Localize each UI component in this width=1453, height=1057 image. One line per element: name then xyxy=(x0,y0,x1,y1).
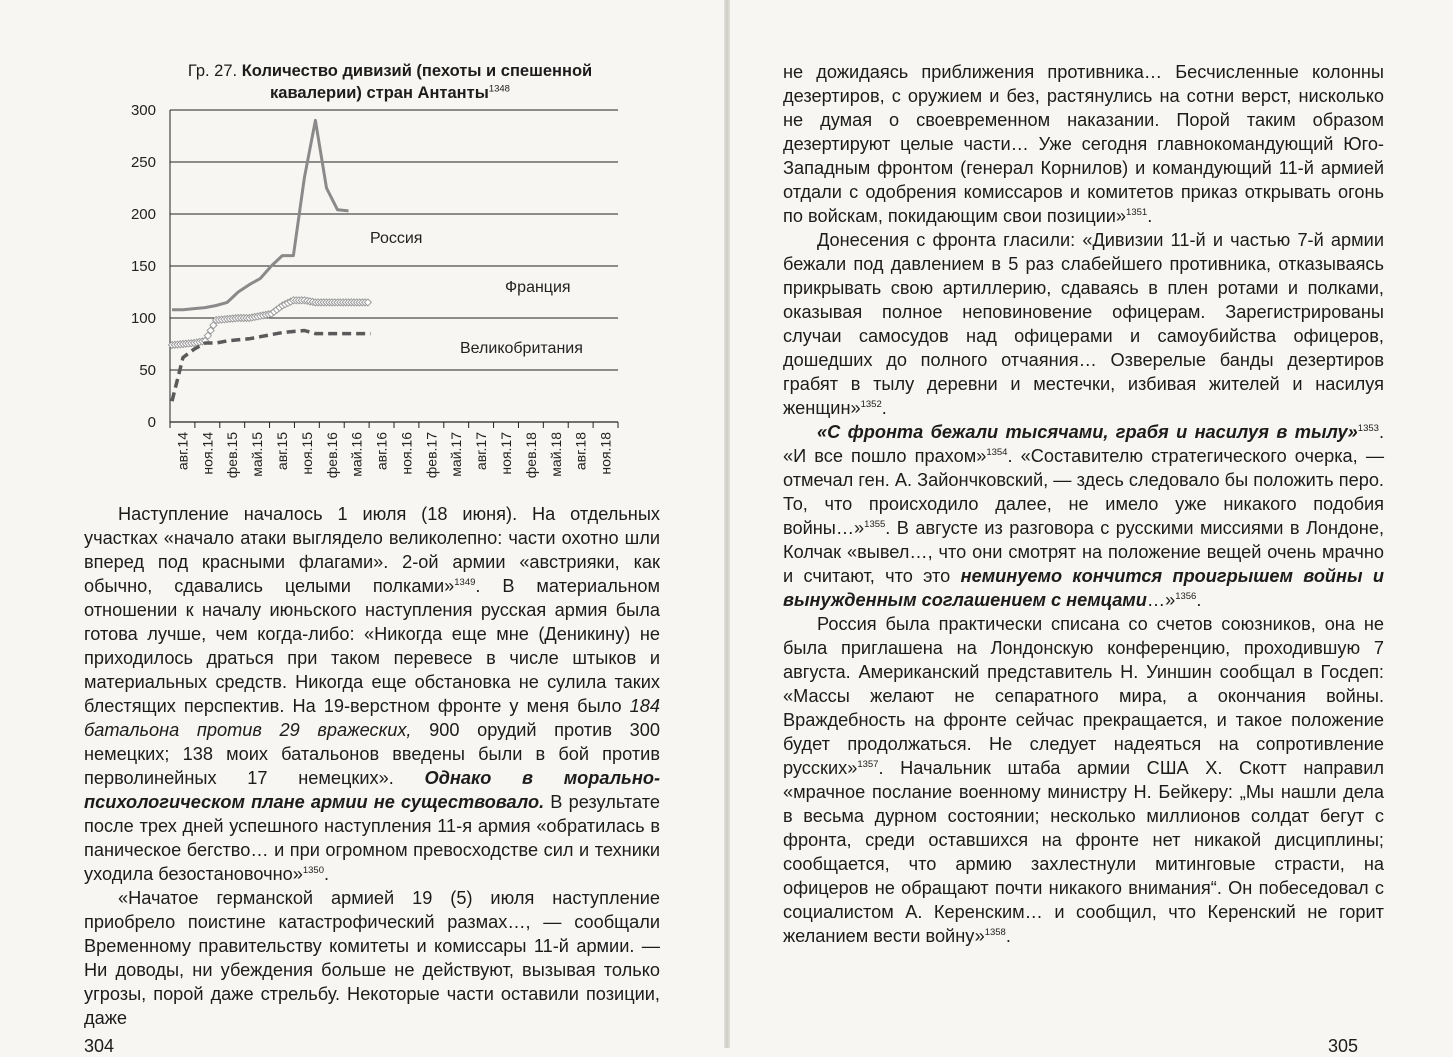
emphasis-run: 184 батальона против 29 вражеских, xyxy=(84,696,660,740)
footnote-ref: 1355 xyxy=(864,518,886,530)
footnote-ref: 1354 xyxy=(986,446,1008,458)
text-run: 900 орудий против 300 немецких; 138 моих батальонов введены были в бой против перволинейных 17 немецких». xyxy=(84,720,660,788)
footnote-ref: 1350 xyxy=(302,864,324,876)
text-run: . xyxy=(881,398,887,418)
series-label: Великобритания xyxy=(460,340,583,357)
footnote-ref: 1351 xyxy=(1126,206,1148,218)
chart-caption-note: 1348 xyxy=(488,83,510,95)
page-number-left: 304 xyxy=(84,1036,115,1056)
text-run: Донесения с фронта гласили: «Дивизии 11-й и частью 7-й армии бежали под давлением в 5 раз слабейшего противника, отказываясь прикрывать свою артиллерию, сдаваясь в плен ротами и полками, оказывая полное неповиновение офицерам. Зарегистрированы случаи самосудов над офицерами и самоубийства офицеров, дошедших до полного отчаяния… Озверелые банды дезертиров грабят в тылу деревни и местечки, избивая жителей и насилуя женщин» xyxy=(783,230,1384,418)
right-body-text xyxy=(783,60,1384,948)
text-run: В результате после трех дней успешного наступления 11-я армия «обратилась в паническое бегство… и при огромном превосходстве сил и техники уходила безостановочно» xyxy=(84,792,660,884)
x-tick-label: ноя.16 xyxy=(398,432,415,475)
text-run: . В материальном отношении к началу июньского наступления русская армия была готова лучше, чем когда-либо: «Никогда еще мне (Деникину) не приходилось драться при таком перевесе в числе штыков и материальных средств. Никогда еще обстановка не сулила таких блестящих перспектив. На 19-верстном фронте у меня было xyxy=(84,576,661,716)
right-paragraph-2 xyxy=(783,228,1384,420)
chart-caption-bold-1: Количество дивизий (пехоты и спешенной xyxy=(241,62,593,80)
y-tick-label: 150 xyxy=(130,258,156,275)
left-paragraph-2 xyxy=(84,886,660,1030)
page-number-right: 305 xyxy=(1328,1036,1359,1056)
text-run: . «И все пошло прахом» xyxy=(783,422,1384,466)
x-tick-label: фев.16 xyxy=(323,432,340,479)
text-run: . Начальник штаба армии США Х. Скотт направил «мрачное послание военному министру Н. Бейкеру: „Мы нашли дела в весьма дурном состоянии; несколько миллионов солдат бегут с фронта, среди оставшихся на фронте нет никакой дисциплины; сообщается, что армию захлестнули митинговые страсти, на офицеров не обращают почти никакого внимания“. Он побеседовал с социалистом А. Керенским… и сообщил, что Керенский не горит желанием вести войну» xyxy=(783,758,1384,946)
emphasis-run: неминуемо кончится проигрышем войны и вынужденным соглашением с немцами xyxy=(783,566,1384,610)
footnote-ref: 1349 xyxy=(454,576,476,588)
right-page xyxy=(728,0,1453,1056)
x-tick-label: фев.18 xyxy=(522,432,539,479)
x-tick-label: май.18 xyxy=(547,432,564,477)
y-tick-label: 250 xyxy=(130,154,156,171)
right-paragraph-3 xyxy=(783,420,1384,612)
x-tick-label: фев.17 xyxy=(423,432,440,479)
x-tick-label: авг.14 xyxy=(174,432,191,471)
footnote-ref: 1356 xyxy=(1175,590,1197,602)
x-tick-label: авг.18 xyxy=(572,432,589,471)
x-tick-label: май.16 xyxy=(348,432,365,477)
left-page xyxy=(0,0,726,1056)
y-tick-label: 200 xyxy=(130,206,156,223)
footnote-ref: 1353 xyxy=(1357,422,1379,434)
x-tick-label: ноя.18 xyxy=(597,432,614,475)
series-label: Франция xyxy=(505,279,571,296)
text-run: . xyxy=(1196,590,1202,610)
text-run: Наступление началось 1 июля (18 июня). На отдельных участках «начало атаки выглядело великолепно: части охотно шли вперед под красными флагами». 2-ой армии «австрияки, как обычно, сдавались целыми полками» xyxy=(84,504,660,596)
x-tick-label: авг.15 xyxy=(274,432,290,471)
right-paragraph-1 xyxy=(783,60,1384,228)
right-paragraph-4 xyxy=(783,612,1384,948)
left-body-text xyxy=(84,502,660,1030)
text-run: «Начатое германской армией 19 (5) июля наступление приобрело поистине катастрофический размах…, — сообщали Временному правительству комитеты и комиссары 11-й армии. — Ни доводы, ни убеждения больше не действуют, вызывая только угрозы, порой даже стрельбу. Некоторые части оставили позиции, даже xyxy=(84,888,660,1028)
text-run: …» xyxy=(1146,590,1176,610)
footnote-ref: 1352 xyxy=(860,398,882,410)
footnote-ref: 1357 xyxy=(857,758,879,770)
y-tick-label: 100 xyxy=(130,310,156,327)
series-label: Россия xyxy=(370,230,423,247)
footnote-ref: 1358 xyxy=(984,926,1006,938)
text-run: . «Составителю стратегического очерка, — отмечал ген. А. Зайончковский, — здесь следовало бы положить перо. То, что происходило далее, не имело уже никакого подобия войны…» xyxy=(783,446,1385,538)
chart-caption: Гр. 27. Количество дивизий (пехоты и спешенной кавалерии) стран Антанты$^{1348}$ xyxy=(187,62,593,102)
emphasis-run: «С фронта бежали тысячами, грабя и насилуя в тылу» xyxy=(817,422,1358,442)
x-tick-label: ноя.15 xyxy=(298,432,315,475)
text-run: . xyxy=(1147,206,1153,226)
emphasis-run: Однако в морально-психологическом плане армии не существовало. xyxy=(84,768,661,812)
x-tick-label: ноя.17 xyxy=(498,432,514,475)
text-run: . xyxy=(323,864,330,884)
x-tick-label: авг.16 xyxy=(373,432,390,471)
x-tick-label: май.15 xyxy=(249,432,266,477)
chart-caption-bold-2: кавалерии) стран Антанты xyxy=(270,84,489,102)
x-tick-label: май.17 xyxy=(448,432,465,477)
x-tick-label: авг.17 xyxy=(473,432,490,471)
left-paragraph-1 xyxy=(84,502,660,886)
y-tick-label: 0 xyxy=(147,414,156,431)
divisions-line-chart xyxy=(120,100,640,490)
text-run: не дожидаясь приближения противника… Бесчисленные колонны дезертиров, с оружием и без, растянулись на сотни верст, нисколько не думая о своевременном наказании. Порой таким образом дезертируют целые части… Уже сегодня главнокомандующий Юго-Западным фронтом (генерал Корнилов) и командующий 11-й армией отдали с одобрения комиссаров и комитетов приказ открывать огонь по войскам, покидающим свои позиции» xyxy=(783,62,1384,226)
y-tick-label: 50 xyxy=(139,362,156,379)
text-run: . В августе из разговора с русскими миссиями в Лондоне, Колчак «вывел…, что они смотрят на положение вещей очень мрачно и считают, что это xyxy=(783,518,1384,586)
text-run: Россия была практически списана со счетов союзников, она не была приглашена на Лондонскую конференцию, проходившую 7 августа. Американский представитель Н. Уиншин сообщал в Госдеп: «Массы желают не сепаратного мира, а окончания войны. Враждебность на фронте сейчас прекращается, и такое положение будет продолжаться. Не следует надеяться на сопротивление русских» xyxy=(783,614,1384,778)
x-tick-label: фев.15 xyxy=(224,432,241,479)
text-run: . xyxy=(1005,926,1011,946)
y-tick-label: 300 xyxy=(130,102,156,119)
x-tick-label: ноя.14 xyxy=(199,432,216,475)
series-line xyxy=(172,120,349,309)
